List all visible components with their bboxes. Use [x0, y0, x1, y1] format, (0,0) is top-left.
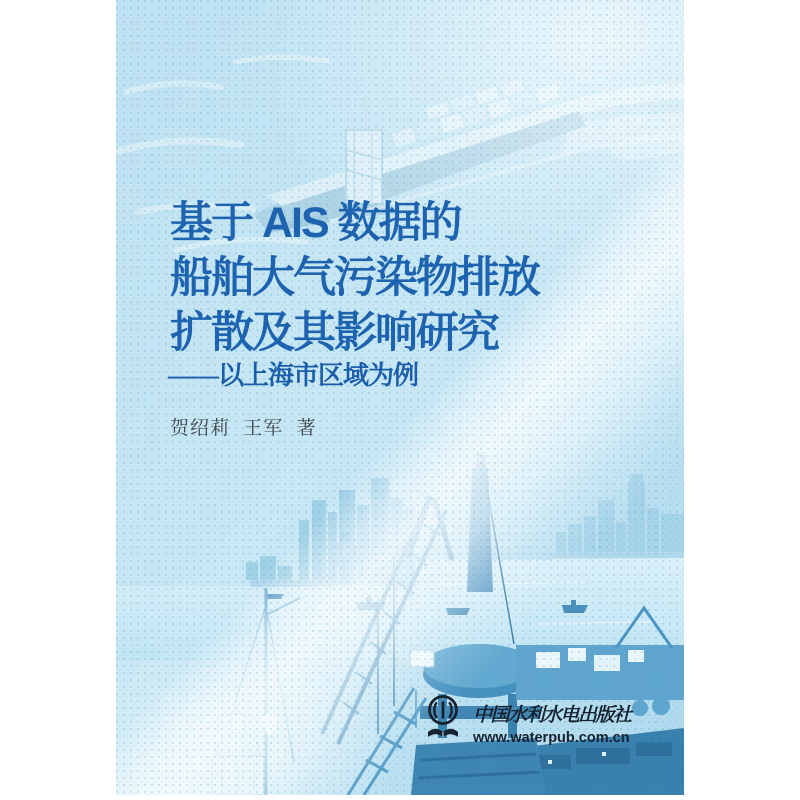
- water-power-press-logo-icon: [426, 694, 464, 744]
- title-line-2: 船舶大气污染物排放: [170, 254, 539, 302]
- publisher-url: www.waterpub.com.cn: [473, 730, 630, 746]
- book-cover: [116, 0, 684, 795]
- book-title: [170, 196, 539, 361]
- book-subtitle: ——以上海市区域为例: [168, 361, 419, 390]
- title-line-3: 扩散及其影响研究: [170, 309, 498, 357]
- publisher-name: 中国水利水电出版社: [473, 705, 631, 726]
- book-authors: 贺绍莉 王军 著: [170, 418, 317, 439]
- title-line-1: 基于 AIS 数据的: [170, 199, 461, 247]
- cover-artwork: [116, 0, 684, 795]
- publisher-texts: [473, 694, 631, 746]
- publisher-block: [426, 694, 631, 746]
- dot-pattern-overlay: [116, 0, 684, 795]
